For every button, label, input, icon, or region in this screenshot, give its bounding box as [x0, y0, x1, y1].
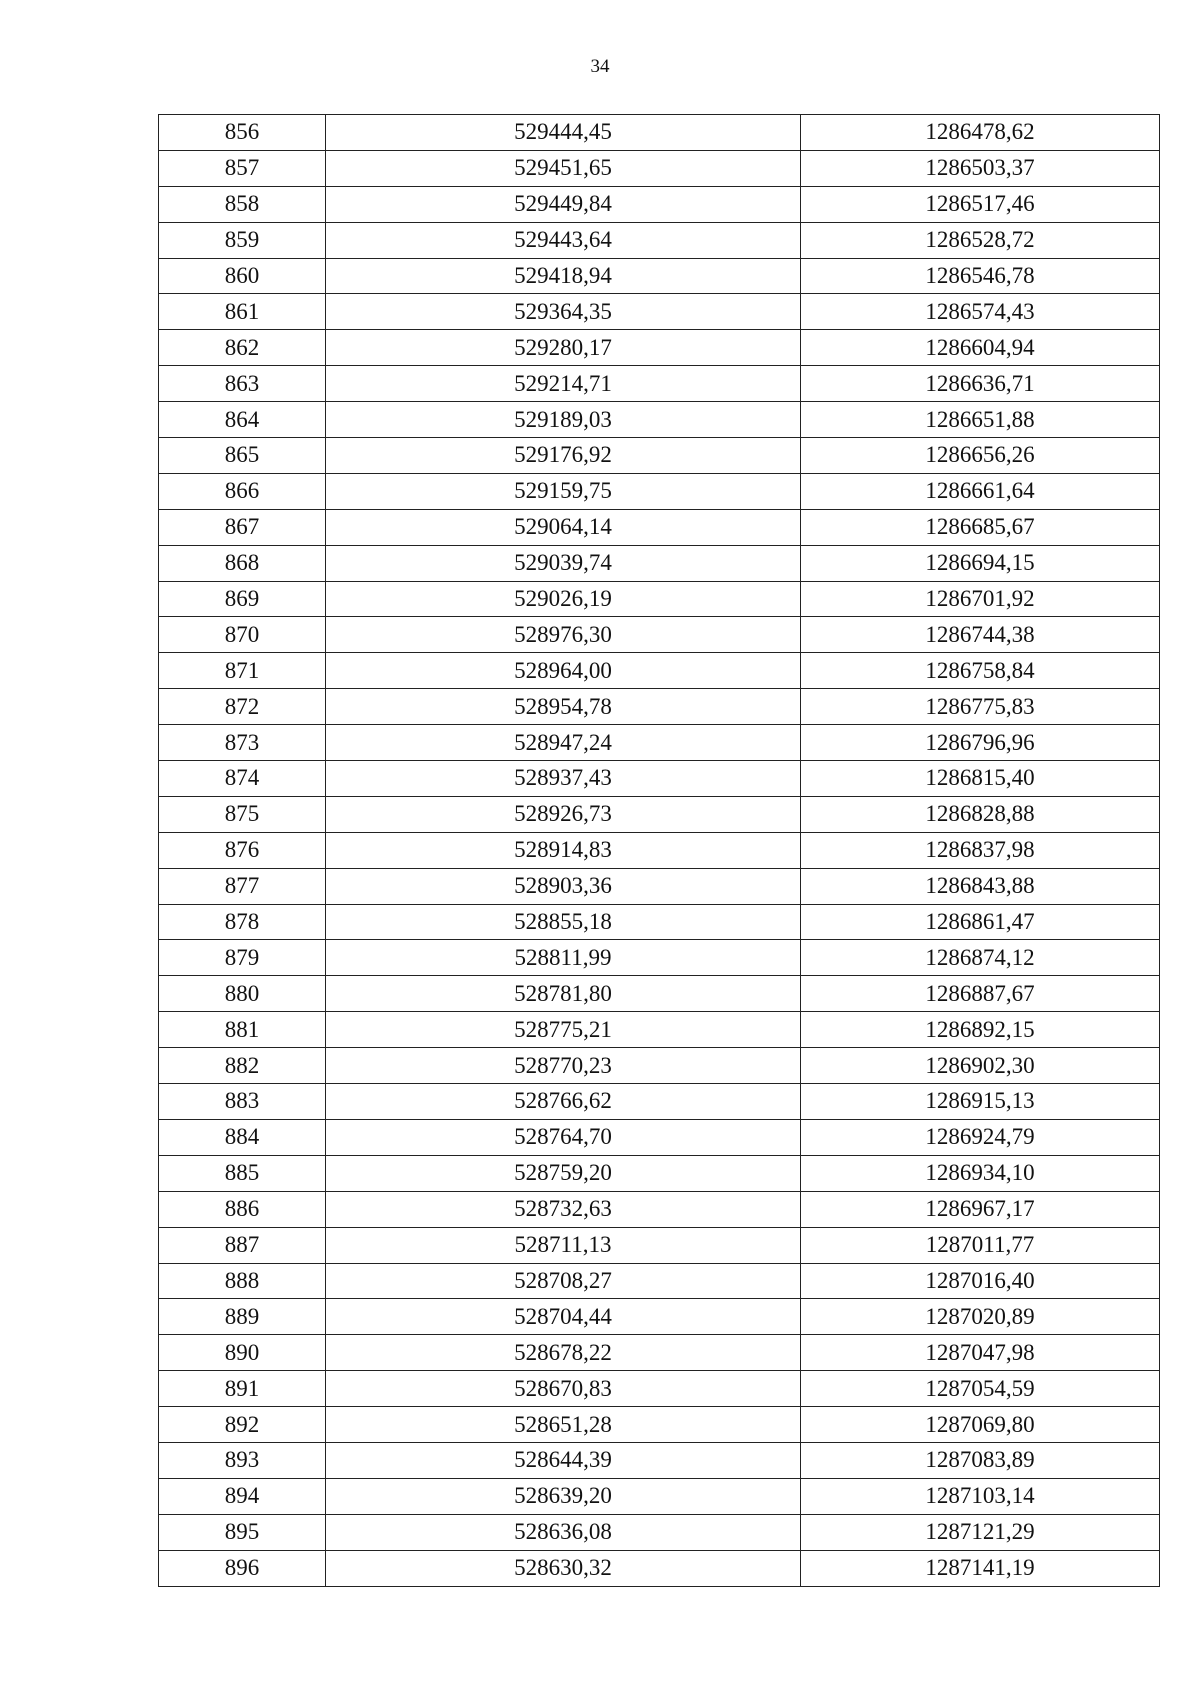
table-row — [159, 258, 1160, 294]
x-coordinate-cell: 528759,20 — [326, 1155, 801, 1191]
y-coordinate-cell: 1286815,40 — [801, 761, 1160, 797]
x-coordinate-cell: 528678,22 — [326, 1335, 801, 1371]
x-coordinate-cell: 529214,71 — [326, 366, 801, 402]
table-row — [159, 868, 1160, 904]
y-coordinate-cell: 1286694,15 — [801, 545, 1160, 581]
table-row — [159, 761, 1160, 797]
table-row — [159, 796, 1160, 832]
point-number-cell: 867 — [159, 509, 326, 545]
y-coordinate-cell: 1287020,89 — [801, 1299, 1160, 1335]
y-coordinate-cell: 1286651,88 — [801, 402, 1160, 438]
y-coordinate-cell: 1287103,14 — [801, 1478, 1160, 1514]
x-coordinate-cell: 528764,70 — [326, 1119, 801, 1155]
table-row — [159, 1371, 1160, 1407]
point-number-cell: 889 — [159, 1299, 326, 1335]
table-row — [159, 473, 1160, 509]
y-coordinate-cell: 1286892,15 — [801, 1012, 1160, 1048]
point-number-cell: 857 — [159, 150, 326, 186]
y-coordinate-cell: 1287141,19 — [801, 1550, 1160, 1586]
y-coordinate-cell: 1286861,47 — [801, 904, 1160, 940]
table-row — [159, 222, 1160, 258]
x-coordinate-cell: 528775,21 — [326, 1012, 801, 1048]
x-coordinate-cell: 529189,03 — [326, 402, 801, 438]
point-number-cell: 860 — [159, 258, 326, 294]
point-number-cell: 879 — [159, 940, 326, 976]
table-row — [159, 1012, 1160, 1048]
y-coordinate-cell: 1286546,78 — [801, 258, 1160, 294]
table-row — [159, 1155, 1160, 1191]
x-coordinate-cell: 528670,83 — [326, 1371, 801, 1407]
y-coordinate-cell: 1286656,26 — [801, 438, 1160, 474]
y-coordinate-cell: 1286661,64 — [801, 473, 1160, 509]
point-number-cell: 868 — [159, 545, 326, 581]
x-coordinate-cell: 528639,20 — [326, 1478, 801, 1514]
point-number-cell: 869 — [159, 581, 326, 617]
point-number-cell: 871 — [159, 653, 326, 689]
y-coordinate-cell: 1286874,12 — [801, 940, 1160, 976]
y-coordinate-cell: 1286902,30 — [801, 1048, 1160, 1084]
table-row — [159, 330, 1160, 366]
table-row — [159, 1191, 1160, 1227]
point-number-cell: 876 — [159, 832, 326, 868]
table-row — [159, 1550, 1160, 1586]
point-number-cell: 858 — [159, 186, 326, 222]
point-number-cell: 866 — [159, 473, 326, 509]
x-coordinate-cell: 529451,65 — [326, 150, 801, 186]
table-row — [159, 1407, 1160, 1443]
point-number-cell: 865 — [159, 438, 326, 474]
y-coordinate-cell: 1286796,96 — [801, 725, 1160, 761]
x-coordinate-cell: 528781,80 — [326, 976, 801, 1012]
point-number-cell: 886 — [159, 1191, 326, 1227]
table-row — [159, 402, 1160, 438]
y-coordinate-cell: 1286967,17 — [801, 1191, 1160, 1227]
x-coordinate-cell: 528766,62 — [326, 1084, 801, 1120]
point-number-cell: 877 — [159, 868, 326, 904]
table-row — [159, 545, 1160, 581]
table-row — [159, 617, 1160, 653]
y-coordinate-cell: 1286503,37 — [801, 150, 1160, 186]
x-coordinate-cell: 528903,36 — [326, 868, 801, 904]
x-coordinate-cell: 528937,43 — [326, 761, 801, 797]
x-coordinate-cell: 529418,94 — [326, 258, 801, 294]
y-coordinate-cell: 1286924,79 — [801, 1119, 1160, 1155]
x-coordinate-cell: 529449,84 — [326, 186, 801, 222]
y-coordinate-cell: 1287016,40 — [801, 1263, 1160, 1299]
page-number: 34 — [590, 56, 610, 77]
y-coordinate-cell: 1287121,29 — [801, 1514, 1160, 1550]
table-row — [159, 438, 1160, 474]
x-coordinate-cell: 528704,44 — [326, 1299, 801, 1335]
point-number-cell: 862 — [159, 330, 326, 366]
table-row — [159, 976, 1160, 1012]
y-coordinate-cell: 1286636,71 — [801, 366, 1160, 402]
point-number-cell: 883 — [159, 1084, 326, 1120]
x-coordinate-cell: 529064,14 — [326, 509, 801, 545]
y-coordinate-cell: 1286775,83 — [801, 689, 1160, 725]
y-coordinate-cell: 1286517,46 — [801, 186, 1160, 222]
x-coordinate-cell: 529039,74 — [326, 545, 801, 581]
x-coordinate-cell: 528926,73 — [326, 796, 801, 832]
point-number-cell: 881 — [159, 1012, 326, 1048]
y-coordinate-cell: 1286758,84 — [801, 653, 1160, 689]
x-coordinate-cell: 528855,18 — [326, 904, 801, 940]
x-coordinate-cell: 529444,45 — [326, 115, 801, 151]
point-number-cell: 892 — [159, 1407, 326, 1443]
point-number-cell: 870 — [159, 617, 326, 653]
coordinates-table — [158, 114, 1160, 1587]
point-number-cell: 878 — [159, 904, 326, 940]
point-number-cell: 872 — [159, 689, 326, 725]
point-number-cell: 885 — [159, 1155, 326, 1191]
x-coordinate-cell: 528954,78 — [326, 689, 801, 725]
x-coordinate-cell: 529159,75 — [326, 473, 801, 509]
point-number-cell: 896 — [159, 1550, 326, 1586]
table-row — [159, 1048, 1160, 1084]
x-coordinate-cell: 528711,13 — [326, 1227, 801, 1263]
table-row — [159, 832, 1160, 868]
y-coordinate-cell: 1286685,67 — [801, 509, 1160, 545]
y-coordinate-cell: 1286828,88 — [801, 796, 1160, 832]
point-number-cell: 893 — [159, 1442, 326, 1478]
point-number-cell: 856 — [159, 115, 326, 151]
x-coordinate-cell: 528964,00 — [326, 653, 801, 689]
y-coordinate-cell: 1287083,89 — [801, 1442, 1160, 1478]
table-row — [159, 689, 1160, 725]
point-number-cell: 859 — [159, 222, 326, 258]
point-number-cell: 863 — [159, 366, 326, 402]
point-number-cell: 895 — [159, 1514, 326, 1550]
table-row — [159, 1119, 1160, 1155]
y-coordinate-cell: 1286934,10 — [801, 1155, 1160, 1191]
x-coordinate-cell: 528636,08 — [326, 1514, 801, 1550]
x-coordinate-cell: 529176,92 — [326, 438, 801, 474]
table-row — [159, 1335, 1160, 1371]
y-coordinate-cell: 1286478,62 — [801, 115, 1160, 151]
table-row — [159, 1299, 1160, 1335]
point-number-cell: 882 — [159, 1048, 326, 1084]
table-row — [159, 653, 1160, 689]
table-row — [159, 186, 1160, 222]
point-number-cell: 888 — [159, 1263, 326, 1299]
x-coordinate-cell: 528644,39 — [326, 1442, 801, 1478]
x-coordinate-cell: 529443,64 — [326, 222, 801, 258]
point-number-cell: 874 — [159, 761, 326, 797]
y-coordinate-cell: 1287054,59 — [801, 1371, 1160, 1407]
point-number-cell: 875 — [159, 796, 326, 832]
y-coordinate-cell: 1287069,80 — [801, 1407, 1160, 1443]
y-coordinate-cell: 1286528,72 — [801, 222, 1160, 258]
y-coordinate-cell: 1286701,92 — [801, 581, 1160, 617]
point-number-cell: 894 — [159, 1478, 326, 1514]
x-coordinate-cell: 529280,17 — [326, 330, 801, 366]
x-coordinate-cell: 528708,27 — [326, 1263, 801, 1299]
table-row — [159, 725, 1160, 761]
y-coordinate-cell: 1286887,67 — [801, 976, 1160, 1012]
table-row — [159, 509, 1160, 545]
table-row — [159, 294, 1160, 330]
x-coordinate-cell: 528630,32 — [326, 1550, 801, 1586]
x-coordinate-cell: 529364,35 — [326, 294, 801, 330]
y-coordinate-cell: 1286843,88 — [801, 868, 1160, 904]
table-row — [159, 1514, 1160, 1550]
table-row — [159, 1227, 1160, 1263]
x-coordinate-cell: 528651,28 — [326, 1407, 801, 1443]
x-coordinate-cell: 528976,30 — [326, 617, 801, 653]
y-coordinate-cell: 1286915,13 — [801, 1084, 1160, 1120]
y-coordinate-cell: 1287011,77 — [801, 1227, 1160, 1263]
y-coordinate-cell: 1286744,38 — [801, 617, 1160, 653]
table-row — [159, 150, 1160, 186]
point-number-cell: 884 — [159, 1119, 326, 1155]
table-row — [159, 1478, 1160, 1514]
point-number-cell: 891 — [159, 1371, 326, 1407]
point-number-cell: 890 — [159, 1335, 326, 1371]
point-number-cell: 864 — [159, 402, 326, 438]
table-row — [159, 581, 1160, 617]
x-coordinate-cell: 528947,24 — [326, 725, 801, 761]
table-row — [159, 904, 1160, 940]
point-number-cell: 880 — [159, 976, 326, 1012]
y-coordinate-cell: 1286837,98 — [801, 832, 1160, 868]
x-coordinate-cell: 528811,99 — [326, 940, 801, 976]
point-number-cell: 861 — [159, 294, 326, 330]
x-coordinate-cell: 528914,83 — [326, 832, 801, 868]
table-row — [159, 1084, 1160, 1120]
table-row — [159, 1442, 1160, 1478]
y-coordinate-cell: 1286574,43 — [801, 294, 1160, 330]
y-coordinate-cell: 1286604,94 — [801, 330, 1160, 366]
table-row — [159, 115, 1160, 151]
y-coordinate-cell: 1287047,98 — [801, 1335, 1160, 1371]
coordinates-table-body — [159, 115, 1160, 1587]
x-coordinate-cell: 529026,19 — [326, 581, 801, 617]
table-row — [159, 366, 1160, 402]
x-coordinate-cell: 528770,23 — [326, 1048, 801, 1084]
table-row — [159, 1263, 1160, 1299]
x-coordinate-cell: 528732,63 — [326, 1191, 801, 1227]
table-row — [159, 940, 1160, 976]
point-number-cell: 887 — [159, 1227, 326, 1263]
point-number-cell: 873 — [159, 725, 326, 761]
